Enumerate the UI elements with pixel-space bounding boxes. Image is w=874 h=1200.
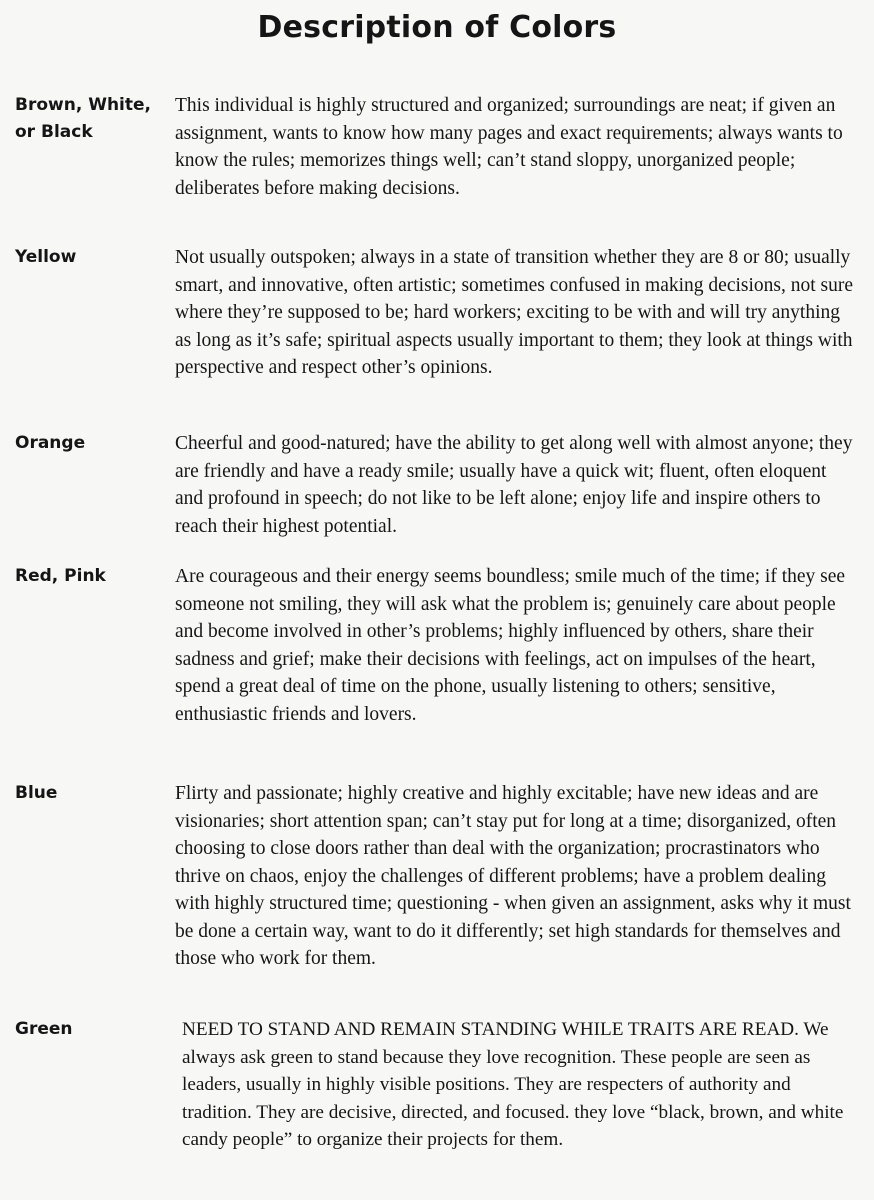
- color-description: Flirty and passionate; highly creative and highly excitable; have new ideas and are visionaries; short attention span; can’t stay put for long at a time; disorganized, often choosing to close doors rather than deal with the organization; procrastinators who thrive on chaos, enjoy the challenges of different problems; have a problem dealing with highly structured time; questioning - when given an assignment, asks why it must be done a certain way, want to do it differently; set high standards for themselves and those who work for them.: [175, 783, 851, 969]
- color-label: Red, Pink: [15, 566, 106, 586]
- page-title: Description of Colors: [257, 10, 617, 45]
- color-label: Orange: [15, 433, 86, 453]
- color-label: Brown, White, or Black: [15, 95, 151, 142]
- color-label: Yellow: [15, 247, 77, 267]
- color-description: Not usually outspoken; always in a state of transition whether they are 8 or 80; usually smart, and innovative, often artistic; sometimes confused in making decisions, not sure where they’re supposed to be; hard workers; exciting to be with and will try anything as long as it’s safe; spiritual aspects usually important to them; they look at things with perspective and respect other’s opinions.: [175, 247, 854, 378]
- color-description: This individual is highly structured and organized; surroundings are neat; if given an assignment, wants to know how many pages and exact requirements; always wants to know the rules; memorizes things well; can’t stand sloppy, unorganized people; deliberates before making decisions.: [175, 95, 843, 199]
- color-description: Cheerful and good-natured; have the ability to get along well with almost anyone; they are friendly and have a ready smile; usually have a quick wit; fluent, often eloquent and profound in speech; do not like to be left alone; enjoy life and inspire others to reach their highest potential.: [175, 433, 853, 537]
- color-label: Green: [15, 1019, 73, 1039]
- color-description: NEED TO STAND AND REMAIN STANDING WHILE TRAITS ARE READ. We always ask green to stand because they love recognition. These people are seen as leaders, usually in highly visible positions. They are respecters of authority and tradition. They are decisive, directed, and focused. they love “black, brown, and white candy people” to organize their projects for them.: [182, 1019, 844, 1150]
- color-label: Blue: [15, 783, 58, 803]
- color-description: Are courageous and their energy seems boundless; smile much of the time; if they see someone not smiling, they will ask what the problem is; genuinely care about people and become involved in other’s problems; highly influenced by others, share their sadness and grief; make their decisions with feelings, act on impulses of the heart, spend a great deal of time on the phone, usually listening to others; sensitive, enthusiastic friends and lovers.: [175, 566, 846, 725]
